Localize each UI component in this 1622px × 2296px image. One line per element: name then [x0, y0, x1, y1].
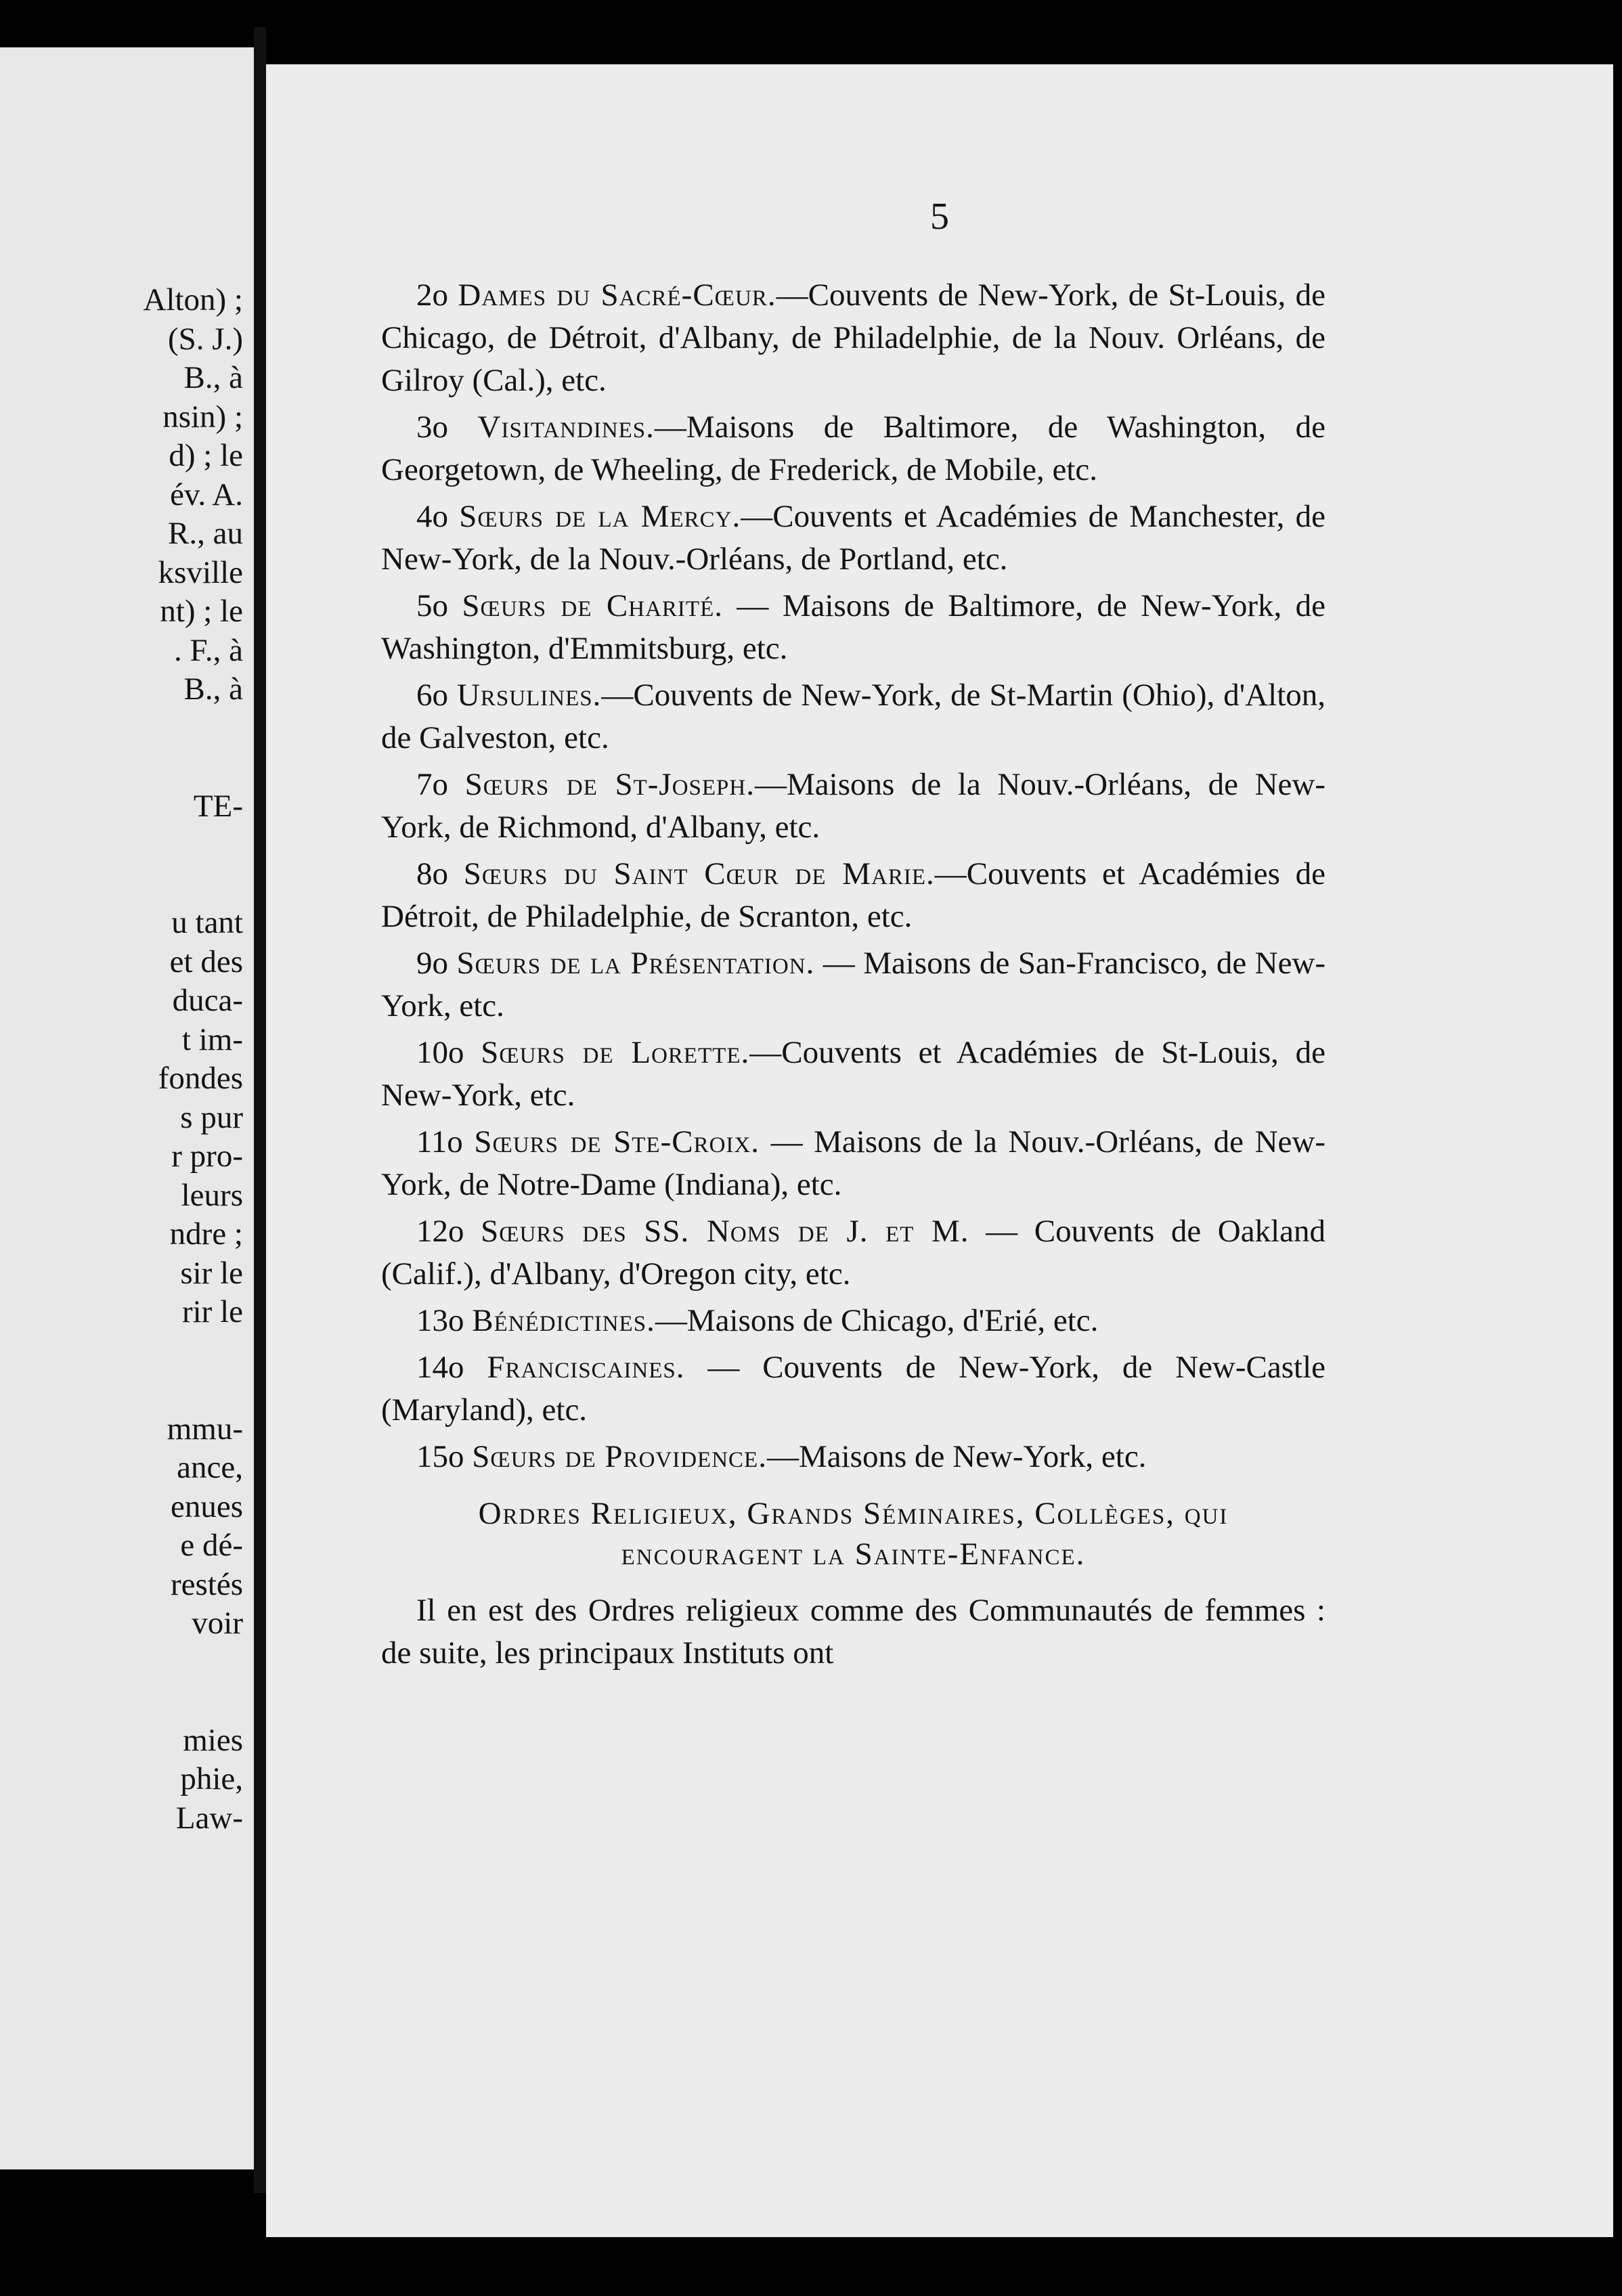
entry-number: 6o: [416, 678, 448, 713]
entry-name: Sœurs de St-Joseph.: [464, 767, 755, 802]
list-item: [381, 1210, 1325, 1296]
left-page-line: ksville: [158, 554, 243, 590]
entry-text: — Maisons de la Nouv.-Orléans, de New-York, de Notre-Dame (Indiana), etc.: [381, 1124, 1325, 1202]
entry-name: Franciscaines.: [487, 1350, 685, 1385]
left-page-line: ndre ;: [169, 1216, 243, 1252]
entry-name: Sœurs du Saint Cœur de Marie.: [463, 856, 935, 891]
entry-text: —Couvents de New-York, de St-Martin (Ohio), d'Alton, de Galveston, etc.: [381, 678, 1326, 755]
left-page-line: [20, 748, 243, 787]
entry-name: Sœurs de Providence.: [472, 1439, 767, 1474]
entry-name: Sœurs des SS. Noms de J. et M.: [481, 1214, 969, 1249]
entry-text: —Couvents et Académies de Manchester, de New-York, de la Nouv.-Orléans, de Portland, etc.: [381, 499, 1326, 577]
left-page-line: [20, 709, 243, 749]
left-page-line: sir le: [180, 1255, 243, 1291]
list-item: [381, 853, 1325, 938]
entry-name: Sœurs de la Présentation.: [456, 946, 815, 981]
entry-number: 12o: [416, 1214, 464, 1249]
section-heading-line-2: encouragent la Sainte-Enfance.: [621, 1537, 1086, 1572]
left-page-line: enues: [170, 1488, 243, 1524]
section-heading: [381, 1493, 1325, 1574]
left-page-line: t im-: [181, 1021, 243, 1057]
entry-text: — Couvents de New-York, de New-Castle (Maryland), etc.: [381, 1350, 1326, 1428]
left-page-line: [20, 1332, 243, 1371]
entry-text: — Maisons de San-Francisco, de New-York, etc.: [381, 946, 1326, 1023]
list-item: [381, 495, 1325, 581]
entry-name: Sœurs de Charité.: [462, 588, 723, 623]
list-item: [381, 674, 1325, 759]
congregation-list: [381, 274, 1325, 1478]
left-page-line: . F., à: [174, 632, 243, 668]
page-body: [381, 274, 1325, 1675]
left-page-line: d) ; le: [169, 438, 243, 473]
left-page-line: nt) ; le: [160, 594, 243, 629]
left-page-line: mmu-: [167, 1411, 243, 1447]
page-number: 5: [930, 196, 949, 238]
left-page-line: év. A.: [170, 477, 243, 512]
left-page-line: R., au: [168, 516, 243, 551]
left-page-line: r pro-: [171, 1139, 243, 1174]
entry-name: Sœurs de la Mercy.: [459, 499, 741, 534]
left-page-fragment: [0, 47, 254, 2169]
list-item: [381, 1346, 1325, 1432]
list-item: [381, 406, 1325, 491]
list-item: [381, 585, 1325, 670]
left-page-line: fondes: [158, 1061, 243, 1096]
entry-text: —Couvents et Académies de St-Louis, de New-York, etc.: [381, 1035, 1325, 1113]
left-page-line: leurs: [181, 1177, 243, 1213]
left-page-line: [20, 1371, 243, 1410]
left-page-line: Law-: [175, 1800, 243, 1836]
left-page-line: mies: [183, 1722, 243, 1758]
entry-number: 8o: [416, 856, 448, 891]
entry-name: Sœurs de Ste-Croix.: [474, 1124, 760, 1160]
list-item: [381, 764, 1325, 849]
entry-text: —Maisons de Baltimore, de Washington, de Georgetown, de Wheeling, de Frederick, de Mobile, etc.: [381, 410, 1325, 487]
left-page-line: TE-: [193, 788, 243, 824]
entry-number: 5o: [416, 588, 448, 623]
left-page-line: [20, 826, 243, 865]
left-page-line: duca-: [172, 983, 243, 1018]
list-item: [381, 942, 1325, 1028]
list-item: [381, 1300, 1325, 1342]
left-page-line: [20, 1682, 243, 1721]
left-page-line: B., à: [183, 360, 243, 395]
right-page: [266, 64, 1613, 2237]
list-item: [381, 1436, 1325, 1478]
entry-number: 14o: [416, 1350, 464, 1385]
entry-name: Visitandines.: [477, 410, 655, 445]
left-page-line: B., à: [183, 671, 243, 707]
entry-text: —Couvents de New-York, de St-Louis, de Chicago, de Détroit, d'Albany, de Philadelphie, de la Nouv. Orléans, de Gilroy (Cal.), etc.: [381, 278, 1326, 398]
entry-number: 2o: [416, 278, 448, 313]
left-page-line: phie,: [180, 1761, 243, 1796]
left-page-line: Alton) ;: [143, 282, 243, 317]
entry-number: 15o: [416, 1439, 464, 1474]
left-page-line: ance,: [177, 1450, 243, 1485]
entry-number: 9o: [416, 946, 448, 981]
entry-text: —Maisons de Chicago, d'Erié, etc.: [655, 1303, 1099, 1338]
entry-number: 11o: [416, 1124, 463, 1160]
left-page-line: et des: [169, 944, 243, 979]
entry-name: Ursulines.: [456, 678, 602, 713]
entry-text: — Couvents de Oakland (Calif.), d'Albany, d'Oregon city, etc.: [381, 1214, 1326, 1292]
left-page-line: [20, 865, 243, 904]
left-page-line: rir le: [181, 1294, 243, 1329]
body-paragraph: Il en est des Ordres religieux comme des Communautés de femmes : de suite, les principaux Instituts ont: [381, 1593, 1325, 1671]
left-page-line: voir: [192, 1606, 243, 1641]
section-heading-line-1: Ordres Religieux, Grands Séminaires, Collèges, qui: [478, 1496, 1229, 1531]
left-page-line: u tant: [171, 905, 243, 940]
entry-text: —Couvents et Académies de Détroit, de Philadelphie, de Scranton, etc.: [381, 856, 1325, 934]
left-page-line: restés: [170, 1566, 243, 1602]
entry-name: Bénédictines.: [472, 1303, 655, 1338]
left-page-line: nsin) ;: [162, 399, 243, 435]
entry-text: —Maisons de la Nouv.-Orléans, de New-York, de Richmond, d'Albany, etc.: [381, 767, 1325, 845]
list-item: [381, 1032, 1325, 1117]
left-page-line: (S. J.): [168, 321, 243, 357]
list-item: [381, 1121, 1325, 1206]
book-gutter: [254, 27, 266, 2193]
entry-text: — Maisons de Baltimore, de New-York, de Washington, d'Emmitsburg, etc.: [381, 588, 1325, 666]
left-page-line: s pur: [180, 1099, 243, 1135]
entry-number: 10o: [416, 1035, 464, 1070]
list-item: [381, 274, 1325, 402]
entry-number: 7o: [416, 767, 448, 802]
left-page-text: [20, 281, 243, 1838]
left-page-line: [20, 1643, 243, 1683]
entry-number: 4o: [416, 499, 448, 534]
entry-number: 3o: [416, 410, 448, 445]
entry-number: 13o: [416, 1303, 464, 1338]
entry-name: Sœurs de Lorette.: [481, 1035, 750, 1070]
entry-name: Dames du Sacré-Cœur.: [458, 278, 776, 313]
left-page-line: e dé-: [180, 1528, 243, 1563]
entry-text: —Maisons de New-York, etc.: [766, 1439, 1147, 1474]
